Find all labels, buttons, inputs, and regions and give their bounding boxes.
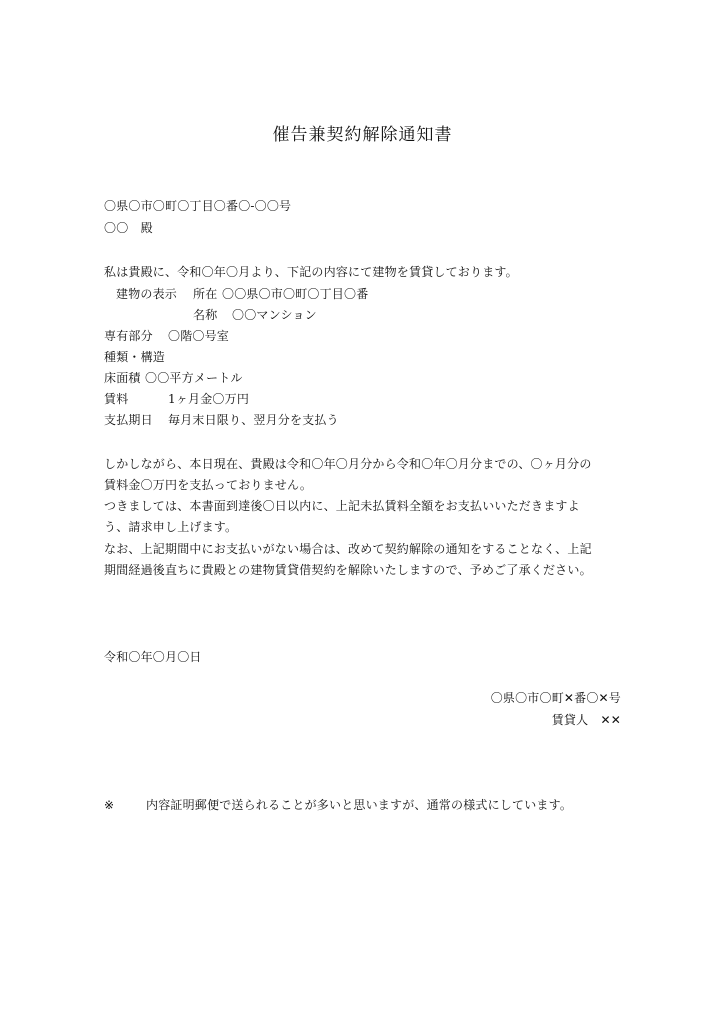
- body-line: 賃料金〇万円を支払っておりません。: [104, 478, 313, 492]
- body-line: しかしながら、本日現在、貴殿は令和〇年〇月分から令和〇年〇月分までの、〇ヶ月分の: [104, 457, 592, 471]
- sender-address: 〇県〇市〇町✕番〇✕号: [490, 691, 621, 705]
- property-label: 建物の表示: [116, 287, 178, 301]
- location-label: 所在: [193, 287, 218, 301]
- due-value: 毎月末日限り、翌月分を支払う: [168, 413, 339, 427]
- area-value: 〇〇平方メートル: [145, 371, 243, 385]
- document-date: 令和〇年〇月〇日: [104, 650, 202, 664]
- sender-name: 賃貸人 ✕✕: [551, 713, 621, 727]
- location-value: 〇〇県〇市〇町〇丁目〇番: [222, 287, 369, 301]
- recipient-name: 〇〇 殿: [104, 221, 153, 235]
- body-line: つきましては、本書面到達後〇日以内に、上記未払賃料全額をお支払いいただきますよ: [104, 499, 580, 513]
- note-text: 内容証明郵便で送られることが多いと思いますが、通常の様式にしています。: [146, 798, 573, 812]
- exclusive-value: 〇階〇号室: [168, 329, 230, 343]
- type-label: 種類・構造: [104, 350, 166, 364]
- due-label: 支払期日: [104, 413, 153, 427]
- body-line: 期間経過後直ちに貴殿との建物賃貸借契約を解除いたしますので、予めご了承ください。: [104, 563, 592, 577]
- name-label: 名称: [193, 308, 218, 322]
- area-label: 床面積: [104, 371, 141, 385]
- recipient-address: 〇県〇市〇町〇丁目〇番〇-〇〇号: [104, 199, 292, 213]
- document-title: 催告兼契約解除通知書: [272, 125, 453, 145]
- name-value: 〇〇マンション: [232, 308, 317, 322]
- note-mark: ※: [104, 798, 115, 812]
- body-line: なお、上記期間中にお支払いがない場合は、改めて契約解除の通知をすることなく、上記: [104, 542, 592, 556]
- exclusive-label: 専有部分: [104, 329, 153, 343]
- rent-value: 1ヶ月金〇万円: [168, 392, 250, 406]
- intro-text: 私は貴殿に、令和〇年〇月より、下記の内容にて建物を賃貸しております。: [104, 265, 518, 279]
- rent-label: 賃料: [104, 392, 129, 406]
- body-line: う、請求申し上げます。: [104, 520, 238, 534]
